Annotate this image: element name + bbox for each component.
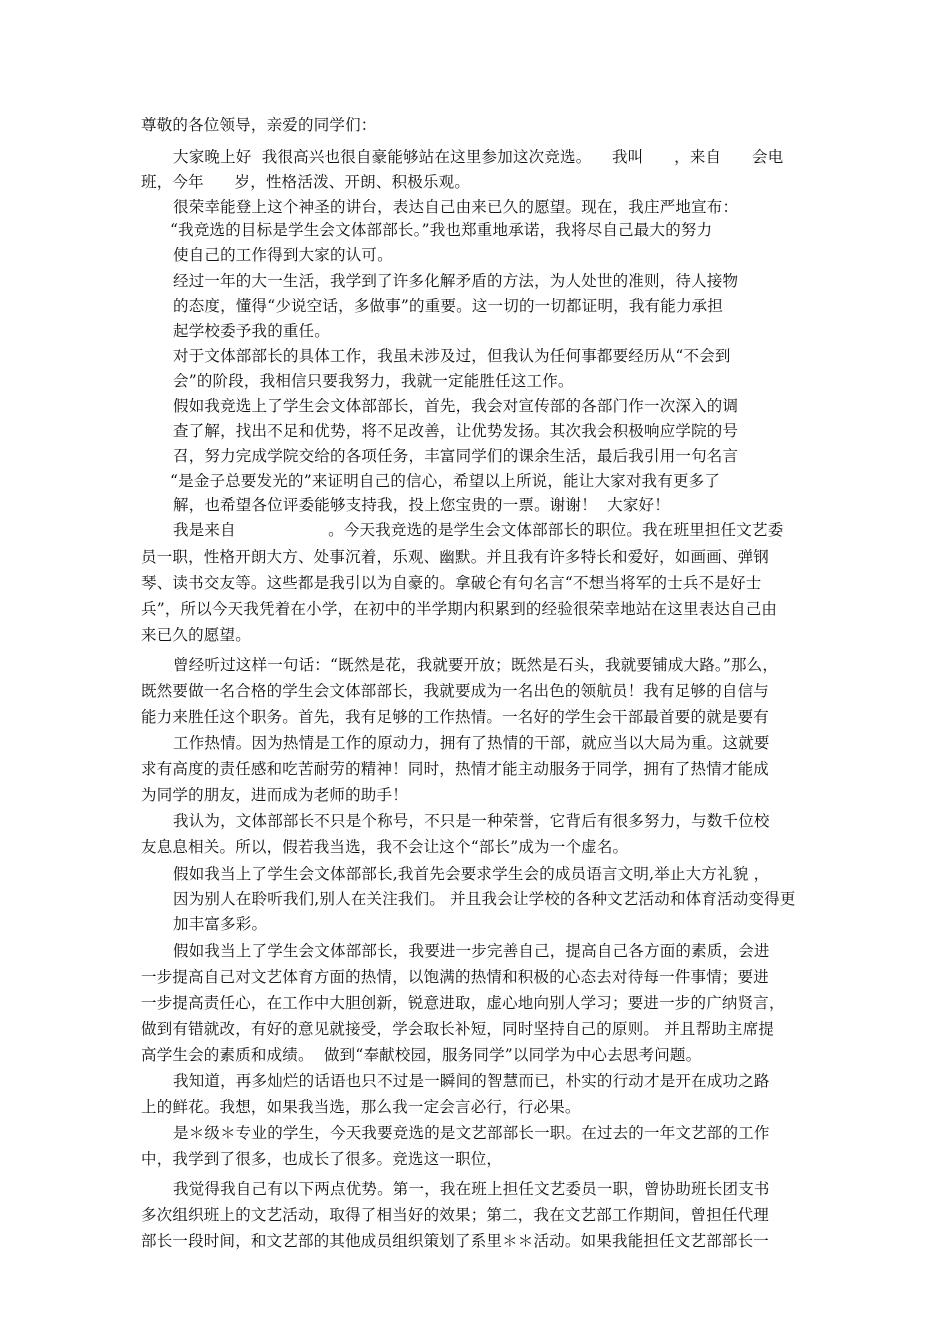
- text-line: 为同学的朋友，进而成为老师的助手！: [141, 786, 408, 804]
- text-line: 能力来胜任这个职务。首先，我有足够的工作热情。一名好的学生会干部最首要的就是要有: [141, 708, 770, 726]
- text-line: “是金子总要发光的”来证明自己的信心，希望以上所说，能让大家对我有更多了: [170, 472, 721, 490]
- text-line: 一步提高自己对文艺体育方面的热情，以饱满的热情和积极的心态去对待每一件事情；要进: [141, 968, 770, 986]
- text-line: 使自己的工作得到大家的认可。: [173, 246, 393, 264]
- text-line: 的态度，懂得“少说空话，多做事”的重要。这一切的一切都证明，我有能力承担: [173, 297, 724, 315]
- text-line: 琴、读书交友等。这些都是我引以为自豪的。拿破仑有句名言“不想当将军的士兵不是好士: [141, 574, 762, 592]
- text-line: 上的鲜花。我想，如果我当选，那么我一定会言必行，行必果。: [141, 1098, 581, 1116]
- text-line: 查了解，找出不足和优势，将不足改善，让优势发扬。其次我会积极响应学院的号: [173, 422, 739, 440]
- text-line: 兵”，所以今天我凭着在小学，在初中的半学期内积累到的经验很荣幸地站在这里表达自己由: [141, 600, 778, 618]
- text-line: 曾经听过这样一句话：“既然是花，我就要开放；既然是石头，我就要铺成大路。”那么，: [173, 656, 779, 674]
- text-line: 我觉得我自己有以下两点优势。第一，我在班上担任文艺委员一职，曾协助班长团支书: [173, 1180, 770, 1198]
- text-line: “我竞选的目标是学生会文体部部长。”我也郑重地承诺，我将尽自己最大的努力: [170, 221, 713, 239]
- text-line: 假如我竞选上了学生会文体部部长，首先，我会对宣传部的各部门作一次深入的调: [173, 397, 739, 415]
- text-line: 假如我当上了学生会文体部部长,我首先会要求学生会的成员语言文明,举止大方礼貌 ，: [173, 865, 770, 883]
- text-line: 起学校委予我的重任。: [173, 322, 331, 340]
- text-line: 对于文体部部长的具体工作，我虽未涉及过，但我认为任何事都要经历从“不会到: [173, 347, 731, 365]
- text-line: 求有高度的责任感和吃苦耐劳的精神！同时，热情才能主动服务于同学，拥有了热情才能成: [141, 760, 770, 778]
- text-line: 召，努力完成学院交给的各项任务，丰富同学们的课余生活，最后我引用一句名言: [173, 447, 739, 465]
- text-line: 一步提高责任心，在工作中大胆创新，锐意进取，虚心地向别人学习；要进一步的广纳贤言，: [141, 994, 785, 1012]
- text-line: 解，也希望各位评委能够支持我，投上您宝贵的一票。谢谢！ 大家好！: [173, 496, 670, 514]
- text-line: 中，我学到了很多，也成长了很多。竞选这一职位，: [141, 1150, 503, 1168]
- text-line: 因为别人在聆听我们,别人在关注我们。 并且我会让学校的各种文艺活动和体育活动变得更: [173, 890, 796, 908]
- text-line: 加丰富多彩。: [173, 915, 268, 933]
- text-line: 班，今年 岁，性格活泼、开朗、积极乐观。: [141, 173, 471, 191]
- text-line: 我知道，再多灿烂的话语也只不过是一瞬间的智慧而已，朴实的行动才是开在成功之路: [173, 1072, 770, 1090]
- text-line: 既然要做一名合格的学生会文体部部长，我就要成为一名出色的领航员！我有足够的自信与: [141, 682, 770, 700]
- text-line: 工作热情。因为热情是工作的原动力，拥有了热情的干部，就应当以大局为重。这就要: [173, 734, 770, 752]
- text-line: 我是来自 。今天我竞选的是学生会文体部部长的职位。我在班里担任文艺委: [173, 521, 784, 539]
- text-line: 做到有错就改，有好的意见就接受，学会取长补短，同时坚持自己的原则。 并且帮助主席提: [141, 1020, 775, 1038]
- text-line: 友息息相关。所以，假若我当选，我不会让这个“部长”成为一个虚名。: [141, 838, 629, 856]
- text-line: 尊敬的各位领导，亲爱的同学们：: [141, 116, 377, 134]
- text-line: 来已久的愿望。: [141, 626, 251, 644]
- text-line: 员一职，性格开朗大方、处事沉着，乐观、幽默。并且我有许多特长和爱好，如画画、弹钢: [141, 548, 770, 566]
- text-line: 经过一年的大一生活，我学到了许多化解矛盾的方法，为人处世的准则，待人接物: [173, 272, 739, 290]
- text-line: 是＊级＊专业的学生，今天我要竞选的是文艺部部长一职。在过去的一年文艺部的工作: [173, 1124, 770, 1142]
- text-line: 假如我当上了学生会文体部部长，我要进一步完善自己，提高自己各方面的素质，会进: [173, 942, 770, 960]
- text-line: 高学生会的素质和成绩。 做到“奉献校园，服务同学”以同学为中心去思考问题。: [141, 1046, 702, 1064]
- text-line: 多次组织班上的文艺活动，取得了相当好的效果；第二，我在文艺部工作期间，曾担任代理: [141, 1206, 770, 1224]
- text-line: 很荣幸能登上这个神圣的讲台，表达自己由来已久的愿望。现在，我庄严地宣布：: [173, 198, 739, 216]
- text-line: 大家晚上好 我很高兴也很自豪能够站在这里参加这次竞选。 我叫 ，来自 会电: [173, 148, 784, 166]
- text-line: 会”的阶段，我相信只要我努力，我就一定能胜任这工作。: [173, 372, 574, 390]
- text-line: 我认为，文体部部长不只是个称号，不只是一种荣誉，它背后有很多努力，与数千位校: [173, 812, 770, 830]
- text-line: 部长一段时间，和文艺部的其他成员组织策划了系里＊＊活动。如果我能担任文艺部部长一: [141, 1232, 770, 1250]
